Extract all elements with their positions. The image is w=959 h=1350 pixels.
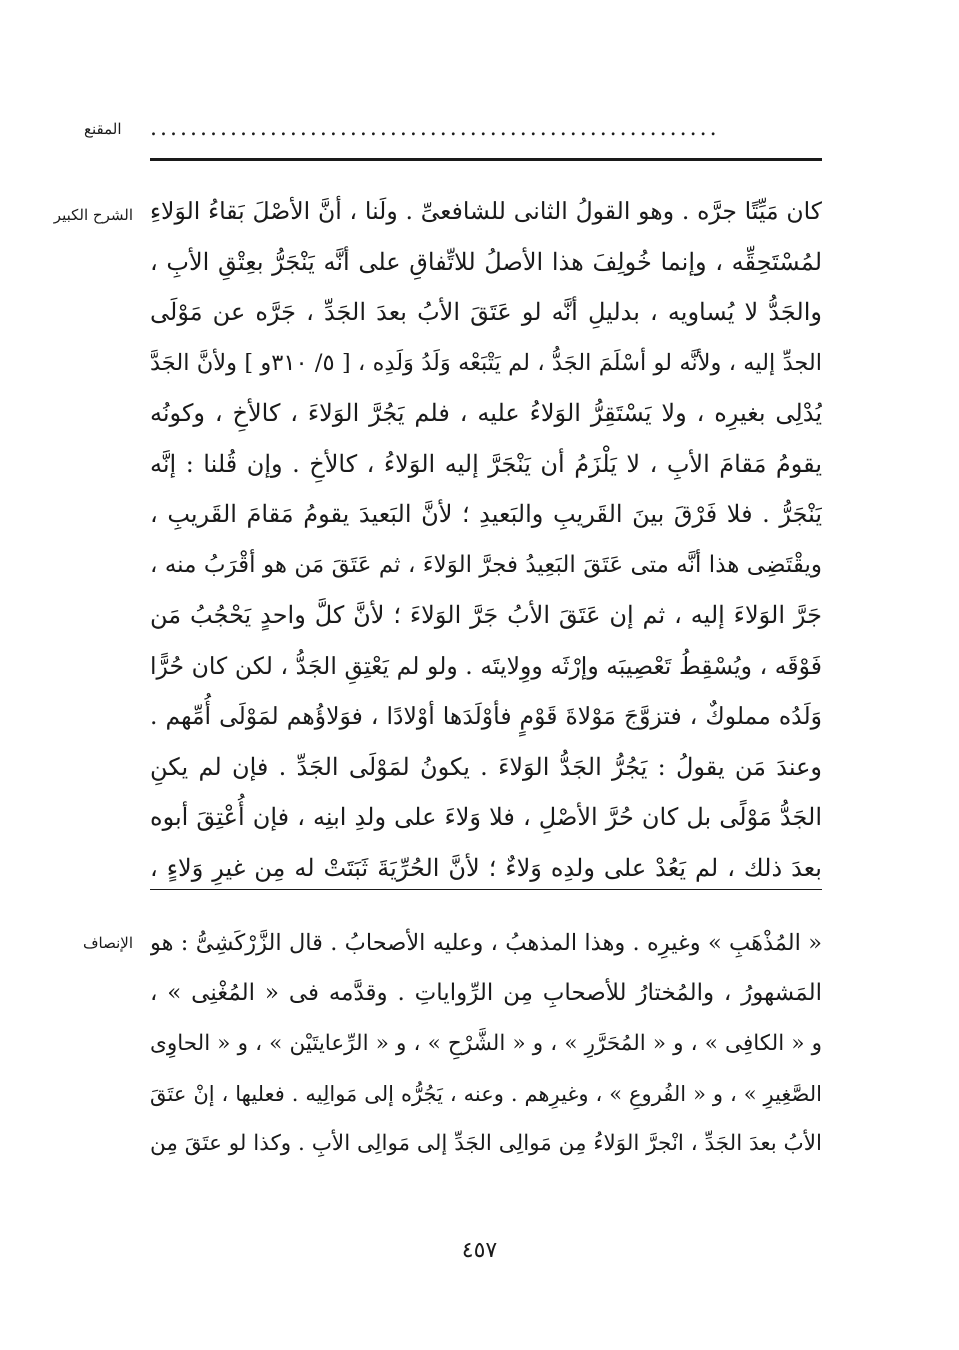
text-line: الأبُ بعدَ الجَدِّ ، انْجرَّ الوَلاءُ مِن مَوالِى الجَدِّ إلى مَوالِى الأبِ . وكذا لو عتَقَ مِن [150,1131,822,1157]
header-rule [150,158,822,161]
section-label-insaf: الإنصاف [82,934,133,952]
text-line: جَرَّ الوَلاءَ إليه ، ثم إن عَتَقَ الأبُ جَرَّ الوَلاءَ ؛ لأنَّ كلَّ واحدٍ يَحْجُبُ مَن [150,601,822,629]
text-line: لمُسْتَحِقِّه ، وإنما خُولِفَ هذا الأصلُ للاتِّفاقِ على أنَّه يَنْجَرُّ بعِتْقِ الأبِ ، [150,247,822,276]
text-line: يَنْجَرُّ . فلا فَرْقَ بينَ القَريبِ والبَعيدِ ؛ لأنَّ البَعيدَ يقومُ مَقامَ القَريبِ ، [150,500,822,528]
text-line: وَلَدُه مملوكٌ ، فتزوَّجَ مَوْلاةَ قَوْمٍ فأوْلَدَها أوْلادًا ، فوَلاؤُهم لمَوْلَى أُمِّهم . [150,702,822,730]
text-line: كان مَيِّتًا جرَّه . وهو القولُ الثانى للشافعىِّ . ولَنا ، أنَّ الأصْلَ بَقاءُ الوَلاءِ [150,197,822,225]
section-label-sharh: الشرح الكبير [53,206,133,224]
text-line: وعندَ مَن يقولُ : يَجُرُّ الجَدُّ الوَلاءَ . يكونُ لمَوْلَى الجَدِّ . فإن لم يكنِ [150,752,822,781]
text-line: فَوْقَه ، ويُسْقِطُ تَعْصِيبَه وإرْثَه ووِلايتَه . ولو لم يَعْتِقِ الجَدُّ ، لكن كان حُرًّا [150,651,822,680]
text-line: بعدَ ذلك ، لم يَعُدْ على ولدِه وَلاءٌ ؛ لأنَّ الحُرِّيَةَ ثَبَتَتْ له مِن غيرِ وَلاءٍ ، [150,853,822,882]
text-line: والجَدُّ لا يُساويه ، بدليلِ أنَّه لو عَتَقَ الأبُ بعدَ الجَدِّ ، جَرَّه عن مَوْلَى [150,298,822,326]
text-line: الصَّغِيرِ » ، و « الفُروعِ » ، وغيرِهم . وعنه ، يَجُرُّه إلى مَوالِيه . فعليها ، إنْ عتَقَ [150,1081,822,1106]
text-line: الجدِّ إليه ، ولأنَّه لو أسْلَمَ الجَدُّ ، لم يَتْبَعْه وَلَدُ وَلَدِه ، [ ٥/ ٣١٠و ] ولأنَّ الجَدَّ [150,349,822,376]
text-line: المَشهورُ ، والمُختارُ للأصحابِ مِن الرِّواياتِ . وقدَّمه فى « المُغْنِى » ، [150,980,822,1007]
text-line: ويقْتَضِى هذا أنَّه متى عَتَقَ البَعِيدُ فجرَّ الوَلاءَ ، ثم عَتَقَ مَن هو أقْرَبُ منه ، [150,551,822,578]
text-line: يقومُ مَقامَ الأبِ ، لا يَلْزَمُ أن يَنْجَرَّ إليه الوَلاءُ ، كالأخِ . وإن قُلنا : إنَّه [150,449,822,478]
text-line: يُدْلِى بغيرِه ، ولا يَسْتَقِرُّ الوَلاءُ عليه ، فلم يَجُرَّ الوَلاءَ ، كالأخِ ، وكونُه [150,399,822,427]
text-line: و « الكافِى » ، و « المُحَرَّرِ » ، و « الشَّرْحِ » ، و « الرِّعايتَيْن » ، و « الحاوِى [150,1030,822,1056]
text-line: الجَدُّ مَوْلًى بل كان حُرَّ الأصْلِ ، فلا وَلاءَ على ولدِ ابنِه ، فإن أُعْتِقَ أبوه [150,803,822,831]
sharh-text-block [150,186,822,893]
header-dotted-leader: ......................................................... [150,117,720,141]
section-divider [150,889,822,890]
book-title: المقنع [84,120,122,138]
text-line: « المُذْهَبِ » وغيرِه . وهذا المذهبُ ، وعليه الأصحابُ . قال الزَّرْكَشِىُّ : هو [150,930,822,956]
page-number: ٤٥٧ [461,1238,498,1263]
insaf-text-block [150,918,822,1169]
